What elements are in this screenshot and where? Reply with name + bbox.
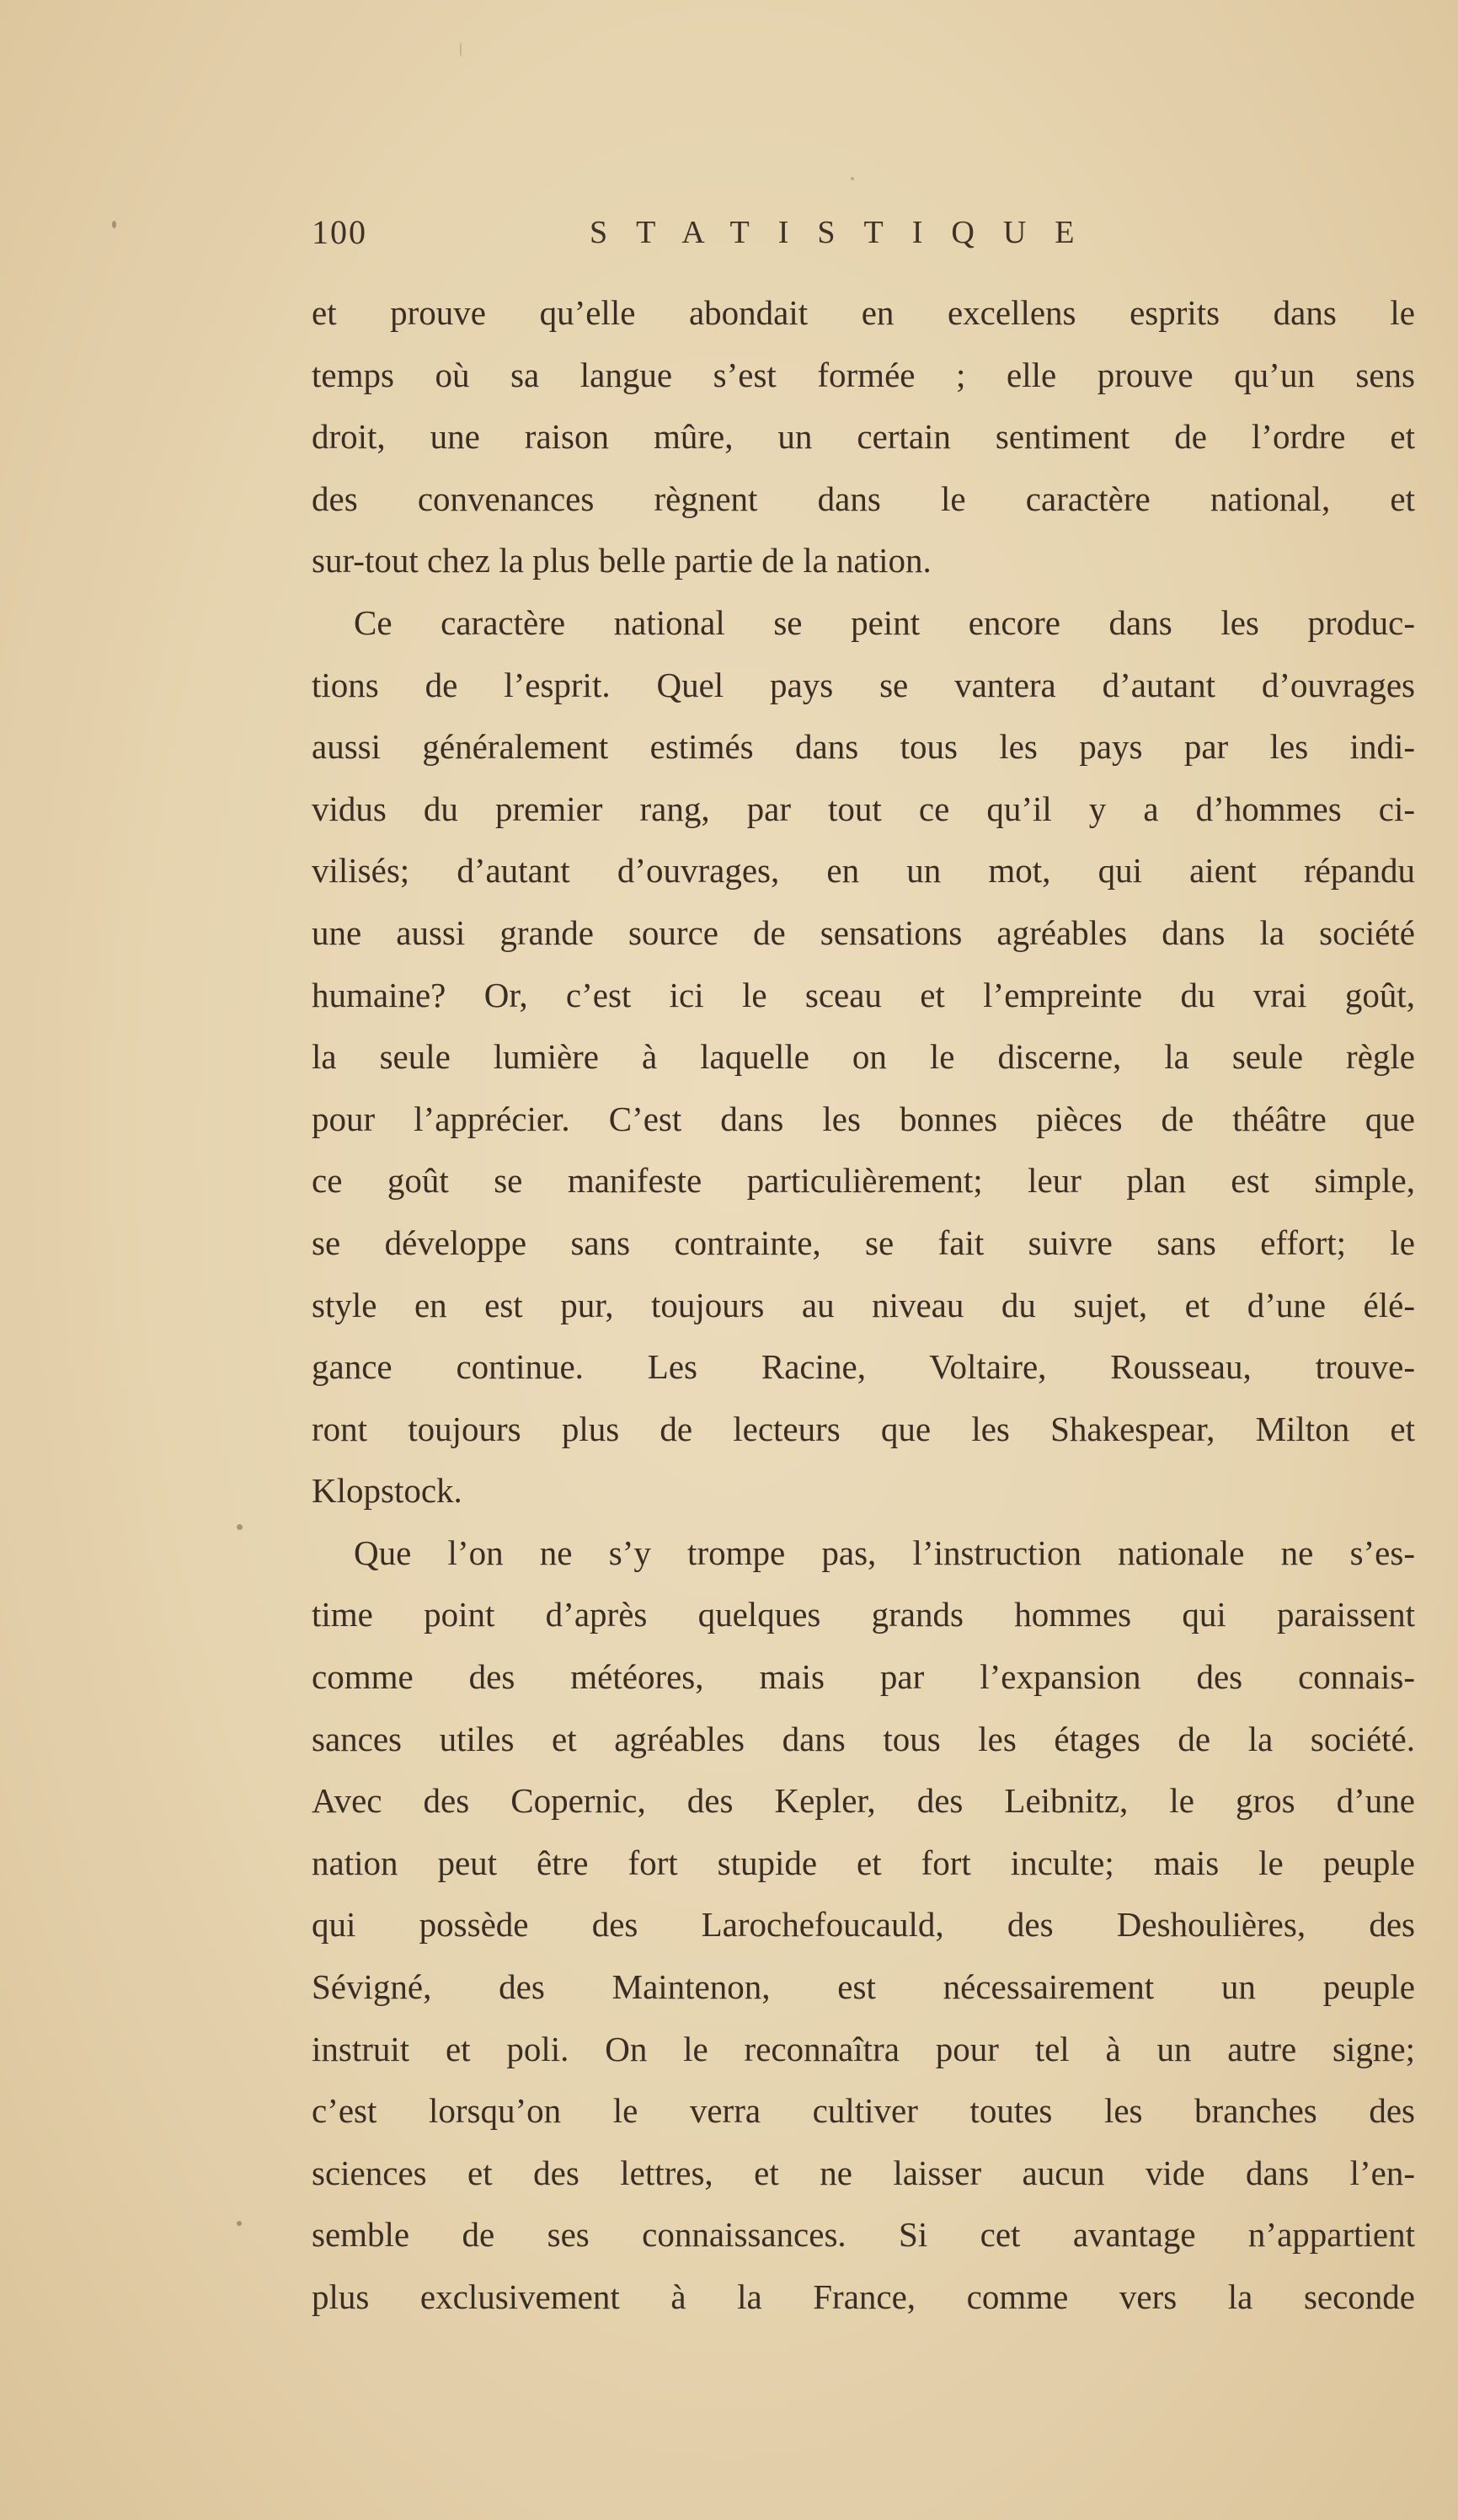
paragraph-start-line: Ce caractère national se peint encore dans les produc- bbox=[354, 602, 1415, 642]
text-line: gance continue. Les Racine, Voltaire, Rousseau, trouve- bbox=[312, 1347, 1415, 1387]
text-line: semble de ses connaissances. Si cet avantage n’appartient bbox=[312, 2215, 1415, 2255]
text-line: se développe sans contrainte, se fait suivre sans effort; le bbox=[312, 1223, 1415, 1262]
text-line: Avec des Copernic, des Kepler, des Leibnitz, le gros d’une bbox=[312, 1781, 1415, 1821]
paragraph-start-line: Que l’on ne s’y trompe pas, l’instruction nationale ne s’es- bbox=[354, 1533, 1415, 1572]
text-line: time point d’après quelques grands hommes qui paraissent bbox=[312, 1595, 1415, 1635]
text-line: la seule lumière à laquelle on le discerne, la seule règle bbox=[312, 1037, 1415, 1077]
text-line: Sévigné, des Maintenon, est nécessairement un peuple bbox=[312, 1967, 1415, 2007]
text-line: humaine? Or, c’est ici le sceau et l’empreinte du vrai goût, bbox=[312, 975, 1415, 1014]
text-line: vidus du premier rang, par tout ce qu’il y a d’hommes ci- bbox=[312, 789, 1415, 828]
text-line: style en est pur, toujours au niveau du sujet, et d’une élé- bbox=[312, 1285, 1415, 1324]
text-line: sur-tout chez la plus belle partie de la nation. bbox=[312, 541, 932, 581]
text-line: comme des météores, mais par l’expansion des connais- bbox=[312, 1657, 1415, 1697]
paper-speck bbox=[237, 2221, 242, 2226]
text-line: plus exclusivement à la France, comme vers la seconde bbox=[312, 2277, 1415, 2316]
text-line: et prouve qu’elle abondait en excellens esprits dans le bbox=[312, 293, 1415, 332]
text-line: sciences et des lettres, et ne laisser aucun vide dans l’en- bbox=[312, 2153, 1415, 2192]
text-line: des convenances règnent dans le caractère national, et bbox=[312, 479, 1415, 518]
text-line: temps où sa langue s’est formée ; elle prouve qu’un sens bbox=[312, 355, 1415, 394]
text-line: instruit et poli. On le reconnaîtra pour tel à un autre signe; bbox=[312, 2029, 1415, 2068]
page-header bbox=[312, 212, 1154, 263]
paper-speck bbox=[851, 177, 854, 180]
text-line: aussi généralement estimés dans tous les pays par les indi- bbox=[312, 727, 1415, 767]
text-line: Klopstock. bbox=[312, 1471, 462, 1511]
running-title: STATISTIQUE bbox=[590, 215, 1103, 250]
paper-speck bbox=[112, 221, 116, 228]
page-number: 100 bbox=[312, 213, 367, 251]
text-line: tions de l’esprit. Quel pays se vantera d’autant d’ouvrages bbox=[312, 665, 1415, 704]
body-text bbox=[312, 282, 1415, 2329]
text-line: sances utiles et agréables dans tous les étages de la société. bbox=[312, 1719, 1415, 1758]
text-line: ront toujours plus de lecteurs que les Shakespear, Milton et bbox=[312, 1409, 1415, 1448]
paper-speck bbox=[237, 1524, 243, 1530]
text-line: nation peut être fort stupide et fort inculte; mais le peuple bbox=[312, 1843, 1415, 1882]
text-line: c’est lorsqu’on le verra cultiver toutes les branches des bbox=[312, 2091, 1415, 2131]
text-line: une aussi grande source de sensations agréables dans la société bbox=[312, 912, 1415, 952]
text-line: ce goût se manifeste particulièrement; leur plan est simple, bbox=[312, 1161, 1415, 1201]
paper-speck bbox=[460, 42, 462, 57]
text-line: qui possède des Larochefoucauld, des Deshoulières, des bbox=[312, 1905, 1415, 1945]
text-line: pour l’apprécier. C’est dans les bonnes pièces de théâtre que bbox=[312, 1099, 1415, 1138]
text-line: droit, une raison mûre, un certain sentiment de l’ordre et bbox=[312, 417, 1415, 457]
text-line: vilisés; d’autant d’ouvrages, en un mot, qui aient répandu bbox=[312, 851, 1415, 891]
